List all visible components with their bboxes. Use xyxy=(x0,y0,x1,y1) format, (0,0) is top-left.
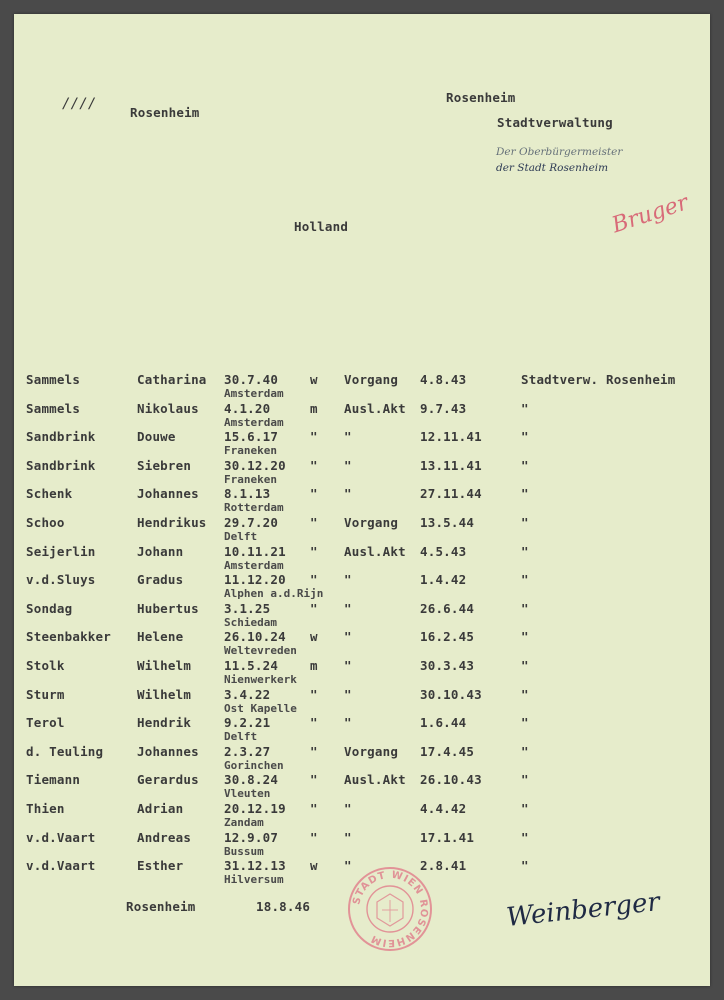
office-cell: " xyxy=(521,400,529,416)
birthdate-cell: 2.3.27 xyxy=(224,743,271,759)
svg-text:STADT WIEN ROSENHEIM: STADT WIEN ROSENHEIM xyxy=(351,869,430,949)
office-cell: " xyxy=(521,515,529,530)
date-cell: 4.4.42 xyxy=(420,801,467,816)
birthplace-cell: Nienwerkerk xyxy=(224,673,297,686)
table-row xyxy=(14,572,710,602)
svg-text:Bruger: Bruger xyxy=(608,190,692,239)
firstname-cell: Gerardus xyxy=(137,772,199,788)
gender-cell: w xyxy=(310,372,318,387)
table-row xyxy=(14,629,710,659)
office-cell: " xyxy=(521,829,529,845)
header-office: Stadtverwaltung xyxy=(497,115,613,130)
birthplace-cell: Amsterdam xyxy=(224,558,284,572)
firstname-cell: Johannes xyxy=(137,486,199,502)
date-cell: 17.1.41 xyxy=(420,829,475,845)
birthdate-cell: 30.7.40 xyxy=(224,372,279,387)
firstname-cell: Hendrikus xyxy=(137,515,207,530)
file-mark: //// xyxy=(62,96,97,112)
table-row xyxy=(14,801,710,831)
birthplace-cell: Hilversum xyxy=(224,873,284,887)
birthdate-cell: 26.10.24 xyxy=(224,629,286,645)
birthplace-cell: Ost Kapelle xyxy=(224,701,297,715)
birthplace-cell: Gorinchen xyxy=(224,758,284,772)
office-cell: " xyxy=(521,457,529,473)
record-type-cell: " xyxy=(344,600,352,616)
table-row xyxy=(14,744,710,774)
gender-cell: " xyxy=(310,715,318,731)
birthdate-cell: 11.12.20 xyxy=(224,572,286,588)
stamp-line-2: der Stadt Rosenheim xyxy=(496,162,609,174)
birthplace-cell: Rotterdam xyxy=(224,501,284,515)
birthplace-cell: Schiedam xyxy=(224,615,277,629)
firstname-cell: Hubertus xyxy=(137,600,199,616)
office-cell: " xyxy=(521,715,529,731)
gender-cell: " xyxy=(310,772,318,788)
table-row xyxy=(14,715,710,745)
gender-cell: w xyxy=(310,858,318,874)
birthplace-cell: Weltevreden xyxy=(224,644,297,658)
firstname-cell: Wilhelm xyxy=(137,686,192,702)
table-row xyxy=(14,372,710,402)
gender-cell: m xyxy=(310,400,318,416)
surname-cell: Seijerlin xyxy=(26,543,96,559)
date-cell: 4.5.43 xyxy=(420,543,467,559)
firstname-cell: Douwe xyxy=(137,429,176,445)
record-type-cell: " xyxy=(344,658,352,673)
footer-place: Rosenheim xyxy=(126,899,196,914)
table-row xyxy=(14,515,710,545)
header-left-place: Rosenheim xyxy=(130,105,200,120)
gender-cell: " xyxy=(310,801,318,816)
surname-cell: Schoo xyxy=(26,515,65,530)
gender-cell: " xyxy=(310,829,318,845)
table-row xyxy=(14,486,710,516)
birthdate-cell: 8.1.13 xyxy=(224,486,271,502)
table-row xyxy=(14,429,710,459)
birthdate-cell: 15.6.17 xyxy=(224,429,279,445)
office-cell: " xyxy=(521,743,529,759)
birthplace-cell: Delft xyxy=(224,530,258,543)
surname-cell: v.d.Vaart xyxy=(26,829,96,845)
date-cell: 26.10.43 xyxy=(420,772,482,788)
surname-cell: v.d.Vaart xyxy=(26,858,96,874)
gender-cell: " xyxy=(310,486,318,502)
gender-cell: " xyxy=(310,515,318,530)
office-cell: " xyxy=(521,772,529,788)
office-cell: " xyxy=(521,629,529,645)
record-type-cell: Vorgang xyxy=(344,515,399,530)
record-type-cell: " xyxy=(344,829,352,845)
gender-cell: " xyxy=(310,429,318,445)
surname-cell: Steenbakker xyxy=(26,629,111,645)
surname-cell: v.d.Sluys xyxy=(26,572,96,588)
birthplace-cell: Alphen a.d.Rijn xyxy=(224,587,324,601)
date-cell: 4.8.43 xyxy=(420,372,467,387)
firstname-cell: Gradus xyxy=(137,572,184,588)
gender-cell: " xyxy=(310,686,318,702)
birthplace-cell: Franeken xyxy=(224,472,277,486)
office-cell: " xyxy=(521,600,529,616)
birthdate-cell: 31.12.13 xyxy=(224,858,286,874)
record-type-cell: " xyxy=(344,801,352,816)
record-type-cell: " xyxy=(344,686,352,702)
gender-cell: " xyxy=(310,600,318,616)
firstname-cell: Catharina xyxy=(137,372,207,387)
office-cell: " xyxy=(521,801,529,816)
gender-cell: w xyxy=(310,629,318,645)
record-type-cell: " xyxy=(344,429,352,445)
surname-cell: Tiemann xyxy=(26,772,81,788)
date-cell: 1.4.42 xyxy=(420,572,467,588)
firstname-cell: Wilhelm xyxy=(137,658,192,673)
header-right-place: Rosenheim xyxy=(446,90,516,105)
table-row xyxy=(14,687,710,717)
firstname-cell: Esther xyxy=(137,858,184,874)
firstname-cell: Adrian xyxy=(137,801,184,816)
document-title: Holland xyxy=(294,219,349,234)
date-cell: 9.7.43 xyxy=(420,400,467,416)
office-cell: Stadtverw. Rosenheim xyxy=(521,372,676,387)
birthplace-cell: Franeken xyxy=(224,444,277,458)
surname-cell: Stolk xyxy=(26,658,65,673)
surname-cell: Sturm xyxy=(26,686,65,702)
record-type-cell: Ausl.Akt xyxy=(344,400,406,416)
date-cell: 30.10.43 xyxy=(420,686,482,702)
surname-cell: Thien xyxy=(26,801,65,816)
firstname-cell: Hendrik xyxy=(137,715,192,731)
record-type-cell: Ausl.Akt xyxy=(344,543,406,559)
date-cell: 1.6.44 xyxy=(420,715,467,731)
office-cell: " xyxy=(521,658,529,673)
firstname-cell: Johannes xyxy=(137,743,199,759)
birthdate-cell: 9.2.21 xyxy=(224,715,271,731)
firstname-cell: Helene xyxy=(137,629,184,645)
birthdate-cell: 10.11.21 xyxy=(224,543,286,559)
birthplace-cell: Vleuten xyxy=(224,787,271,801)
gender-cell: " xyxy=(310,543,318,559)
record-type-cell: " xyxy=(344,457,352,473)
office-cell: " xyxy=(521,429,529,445)
gender-cell: " xyxy=(310,743,318,759)
firstname-cell: Andreas xyxy=(137,829,192,845)
surname-cell: Terol xyxy=(26,715,65,731)
office-cell: " xyxy=(521,543,529,559)
record-type-cell: " xyxy=(344,715,352,731)
record-type-cell: " xyxy=(344,858,352,874)
table-row xyxy=(14,401,710,431)
record-type-cell: " xyxy=(344,629,352,645)
document-sheet xyxy=(14,14,710,986)
table-row xyxy=(14,601,710,631)
date-cell: 17.4.45 xyxy=(420,743,475,759)
date-cell: 13.5.44 xyxy=(420,515,475,530)
surname-cell: Schenk xyxy=(26,486,73,502)
birthdate-cell: 3.1.25 xyxy=(224,600,271,616)
firstname-cell: Nikolaus xyxy=(137,400,199,416)
gender-cell: " xyxy=(310,572,318,588)
office-cell: " xyxy=(521,486,529,502)
birthdate-cell: 30.12.20 xyxy=(224,457,286,473)
birthdate-cell: 12.9.07 xyxy=(224,829,279,845)
birthdate-cell: 3.4.22 xyxy=(224,686,271,702)
surname-cell: Sandbrink xyxy=(26,457,96,473)
table-row xyxy=(14,830,710,860)
birthdate-cell: 20.12.19 xyxy=(224,801,286,816)
table-row xyxy=(14,458,710,488)
surname-cell: Sammels xyxy=(26,400,81,416)
surname-cell: d. Teuling xyxy=(26,743,104,759)
birthdate-cell: 30.8.24 xyxy=(224,772,279,788)
firstname-cell: Johann xyxy=(137,543,184,559)
footer-date: 18.8.46 xyxy=(256,899,311,914)
record-type-cell: Vorgang xyxy=(344,372,399,387)
gender-cell: m xyxy=(310,658,318,673)
birthdate-cell: 29.7.20 xyxy=(224,515,279,530)
birthplace-cell: Amsterdam xyxy=(224,387,284,400)
birthplace-cell: Zandam xyxy=(224,816,264,829)
date-cell: 2.8.41 xyxy=(420,858,467,874)
surname-cell: Sammels xyxy=(26,372,81,387)
record-type-cell: " xyxy=(344,572,352,588)
office-cell: " xyxy=(521,858,529,874)
surname-cell: Sandbrink xyxy=(26,429,96,445)
birthplace-cell: Amsterdam xyxy=(224,415,284,429)
gender-cell: " xyxy=(310,457,318,473)
stamp-line-1: Der Oberbürgermeister xyxy=(496,146,623,158)
red-pencil-note xyxy=(606,182,692,239)
surname-cell: Sondag xyxy=(26,600,73,616)
birthplace-cell: Bussum xyxy=(224,844,264,858)
record-type-cell: Vorgang xyxy=(344,743,399,759)
record-type-cell: " xyxy=(344,486,352,502)
signature xyxy=(504,880,662,936)
date-cell: 16.2.45 xyxy=(420,629,475,645)
date-cell: 13.11.41 xyxy=(420,457,482,473)
firstname-cell: Siebren xyxy=(137,457,192,473)
date-cell: 26.6.44 xyxy=(420,600,475,616)
office-cell: " xyxy=(521,572,529,588)
birthdate-cell: 11.5.24 xyxy=(224,658,279,673)
record-type-cell: Ausl.Akt xyxy=(344,772,406,788)
city-seal-stamp xyxy=(347,866,433,952)
date-cell: 27.11.44 xyxy=(420,486,482,502)
office-cell: " xyxy=(521,686,529,702)
birthdate-cell: 4.1.20 xyxy=(224,400,271,416)
table-row xyxy=(14,658,710,688)
table-row xyxy=(14,772,710,802)
birthplace-cell: Delft xyxy=(224,730,258,744)
svg-text:Weinberger: Weinberger xyxy=(504,887,662,933)
date-cell: 30.3.43 xyxy=(420,658,475,673)
table-row xyxy=(14,544,710,574)
date-cell: 12.11.41 xyxy=(420,429,482,445)
